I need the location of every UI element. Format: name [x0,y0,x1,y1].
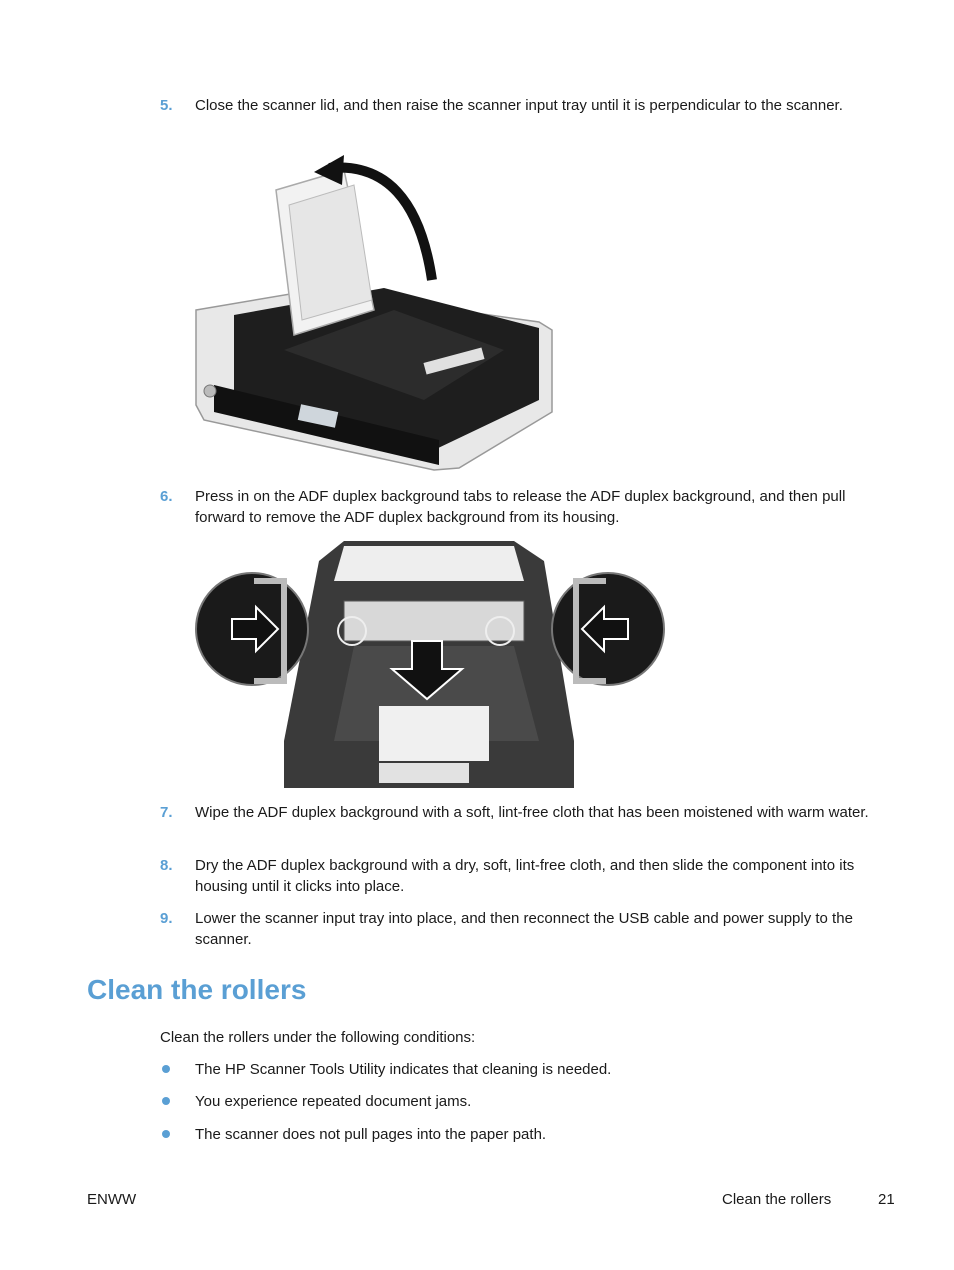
step-8 [160,855,880,897]
list-item-text: The scanner does not pull pages into the paper path. [195,1126,547,1143]
step-number: 8. [160,857,173,874]
step-5 [160,95,880,116]
step-9 [160,908,880,950]
step-6 [160,486,880,528]
step-number: 5. [160,97,173,114]
step-text: Close the scanner lid, and then raise the scanner input tray until it is perpendicular to the scanner. [195,97,843,114]
list-item [160,1093,471,1110]
bullet-icon [162,1097,170,1105]
bullet-icon [162,1130,170,1138]
list-item [160,1126,546,1143]
list-item-text: You experience repeated document jams. [195,1093,472,1110]
step-number: 9. [160,910,173,927]
step-7 [160,802,880,823]
list-item-text: The HP Scanner Tools Utility indicates that cleaning is needed. [195,1061,612,1078]
page-number: 21 [878,1191,895,1208]
section-heading: Clean the rollers [87,974,307,1005]
step-text: Dry the ADF duplex background with a dry, soft, lint-free cloth, and then slide the component into its housing until it clicks into place. [195,857,855,895]
footer-left: ENWW [87,1191,137,1208]
scanner-tray-raised-illustration [194,150,556,472]
step-text: Lower the scanner input tray into place, and then reconnect the USB cable and power supply to the scanner. [195,910,853,948]
step-text: Press in on the ADF duplex background tabs to release the ADF duplex background, and then pull forward to remove the ADF duplex background from its housing. [195,488,846,526]
bullet-icon [162,1065,170,1073]
step-number: 6. [160,488,173,505]
adf-duplex-background-illustration [194,541,666,788]
step-text: Wipe the ADF duplex background with a soft, lint-free cloth that has been moistened with warm water. [195,804,869,821]
step-number: 7. [160,804,173,821]
list-item [160,1061,611,1078]
section-intro: Clean the rollers under the following conditions: [160,1029,476,1046]
footer-section-title: Clean the rollers [722,1191,832,1208]
